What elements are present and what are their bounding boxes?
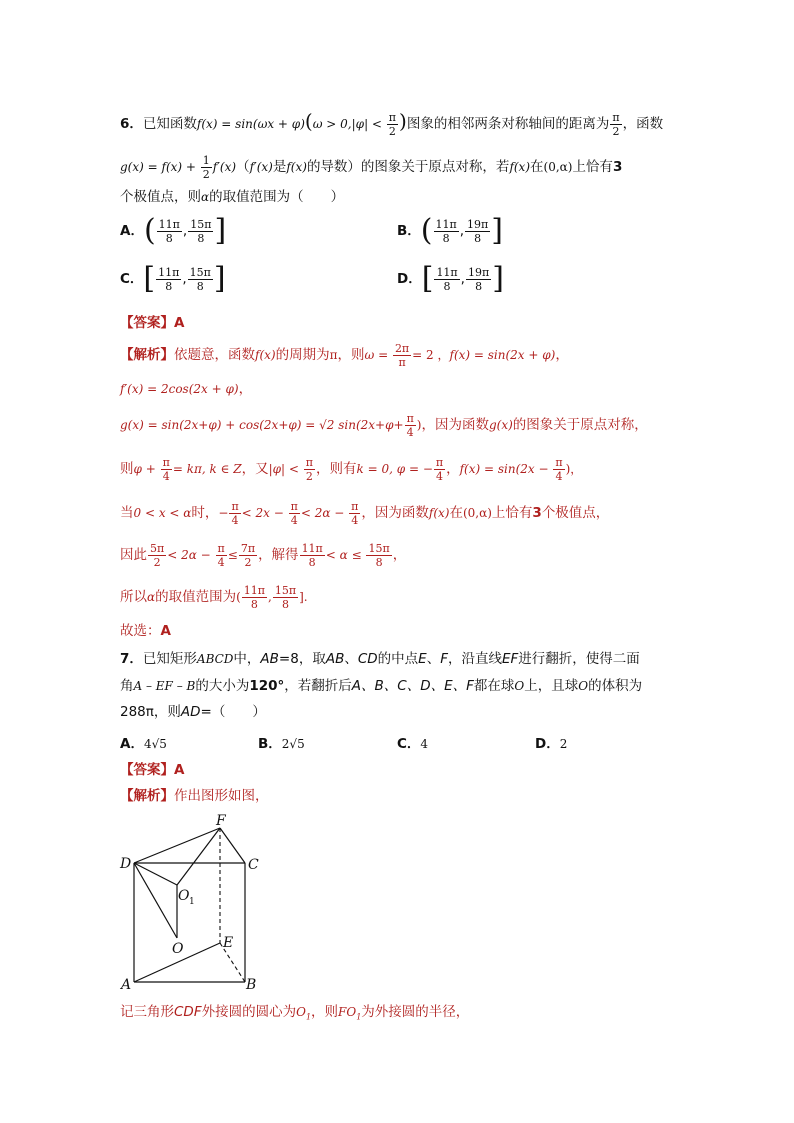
q6-text: 已知函数 [142, 116, 197, 132]
q6-a3-tail: ，因为函数 [421, 417, 489, 433]
q6-a3-tail2: 的图象关于原点对称， [512, 417, 648, 433]
q6-option-c-n2: 15π [189, 265, 211, 279]
fig-line-fc [220, 828, 245, 863]
q6-a6-comma: ， [392, 547, 407, 563]
q7-l2-f: 的体积为 [588, 678, 643, 694]
q7-l2-d: 都在球 [473, 678, 515, 694]
q7-figure [118, 812, 278, 992]
q6-option-d-open: [ [421, 261, 434, 296]
q7-l1-f-pt: F [440, 651, 448, 667]
q6-option-b-label: B． [397, 223, 421, 239]
q7-l1-ef: EF [501, 651, 519, 667]
fig-label-f: F [216, 813, 226, 829]
q6-analysis-7 [120, 582, 308, 612]
q6-a4-f4: $\frac{\pi}{4}$ [555, 455, 563, 483]
q6-option-c-d2: 8 [196, 279, 204, 293]
q6-option-b-n2: 19π [467, 217, 489, 231]
q6-a5-e2: − [218, 506, 229, 520]
q7-l1-sep: 、 [426, 651, 441, 667]
q6-a6-f2: $\frac{\pi}{4}$ [217, 541, 225, 569]
q6-option-a-open: ( [143, 213, 156, 248]
q7-line-2 [120, 677, 642, 695]
q6-option-b-d1: 8 [442, 231, 450, 245]
q6-a6-f4: $\frac{11\pi}{8}$ [301, 541, 323, 569]
q6-a1-pi: π [329, 348, 338, 362]
q6-option-b-f1 [434, 218, 459, 245]
q6-a4-comma: ， [446, 461, 460, 477]
q6-a5-count: 3 [532, 505, 542, 521]
q6-a6-e3: < α ≤ [325, 548, 366, 562]
q6-a1-a: 依题意，函数 [174, 347, 255, 363]
q6-analysis-6 [120, 540, 406, 570]
q6-a4-e3: |φ| < [268, 462, 303, 476]
q7-option-c[interactable] [397, 732, 428, 752]
q6-a4-c: ，则有 [316, 461, 357, 477]
fig-label-c: C [248, 857, 259, 873]
q6-option-b-close: ] [491, 213, 503, 248]
q6-analysis-2 [120, 380, 252, 398]
q6-option-a-f1 [157, 218, 182, 245]
q6-a7-comma: , [268, 590, 272, 604]
q7-l3-a: 288π，则 [120, 704, 181, 720]
q6-option-a-label: A． [120, 223, 144, 239]
q6-a1-frac: $\frac{2\pi}{\pi}$ [394, 341, 410, 369]
q6-l2-b: 是 [272, 159, 287, 175]
q6-a4-f3: $\frac{\pi}{4}$ [435, 455, 444, 483]
q7-last-c: ，则 [311, 1004, 339, 1020]
q6-option-c-open: [ [143, 261, 156, 296]
q6-a5-d: 在 [449, 505, 463, 521]
q7-l1-d: 的中点 [377, 651, 419, 667]
q6-a7-close: ]. [299, 590, 308, 604]
q6-option-b-d2: 8 [474, 231, 482, 245]
q6-option-c-n1: 11π [158, 265, 180, 279]
q6-a6-e1: < 2α − [167, 548, 215, 562]
q6-a7-alpha: α [147, 590, 156, 604]
q6-option-d-close: ] [492, 261, 504, 296]
q6-a6-a: 因此 [120, 547, 147, 563]
q6-option-c-close: ] [213, 261, 226, 296]
q7-last-o1: $O_1$ [296, 1005, 312, 1022]
q7-line-3 [120, 703, 266, 721]
q7-l1-b: 中， [233, 651, 261, 667]
q6-option-a-n2: 15π [190, 217, 212, 231]
q7-l2-angle: A – EF – B [133, 679, 196, 693]
q6-option-b-open: ( [420, 213, 433, 248]
q6-condition-text: ω > 0,|φ| < [312, 117, 386, 131]
q6-line-2 [120, 152, 622, 182]
q6-line-3 [120, 188, 344, 206]
q6-a1-b: 的周期为 [275, 347, 330, 363]
q6-a1-eq: = 2 ， [412, 348, 450, 362]
q6-choice-value: A [160, 623, 171, 639]
q6-option-d-f2 [466, 266, 491, 293]
q6-a5-f2: $\frac{\pi}{4}$ [290, 499, 298, 527]
q6-fprime: f′(x) [212, 160, 237, 174]
q6-l2-count: 3 [612, 159, 623, 175]
q6-half-frac: $\frac{1}{2}$ [202, 153, 210, 181]
q6-a6-b: ，解得 [258, 547, 299, 563]
q6-func-expr: f(x) = sin(ωx + φ) [196, 117, 305, 131]
q7-l1-e-pt: E [418, 651, 427, 667]
q7-l1-e: ，沿直线 [447, 651, 502, 667]
q7-last-fo1: $FO_1$ [338, 1005, 362, 1022]
q7-option-a-value: 4√5 [143, 737, 167, 751]
q6-l2-a: （ [236, 159, 250, 175]
q7-l2-b: 的大小为 [195, 678, 250, 694]
q7-last-d: 为外接圆的半径， [361, 1004, 470, 1020]
q6-a3-gx: g(x) [488, 418, 513, 432]
q6-option-b-f2 [465, 218, 490, 245]
q6-option-d-n1: 11π [436, 265, 458, 279]
q7-answer-value: A [174, 762, 185, 778]
q6-option-b[interactable]: B．( $\frac{11\pi}{8}$ , $\frac{19\pi}{8}$ ] [397, 213, 503, 248]
q6-a6-f1: $\frac{5\pi}{2}$ [150, 541, 165, 569]
q6-a7-a: 所以 [120, 589, 147, 605]
q7-l2-e: 上，且球 [524, 678, 579, 694]
q7-l1-cd: CD [357, 651, 378, 667]
q7-option-b-value: 2√5 [281, 737, 305, 751]
q6-a5-e1: 0 < x < α [133, 506, 192, 520]
q6-l2-d: 在 [530, 159, 544, 175]
q6-option-d[interactable]: D．[ $\frac{11\pi}{8}$ , $\frac{19\pi}{8}$ ] [397, 261, 504, 296]
q6-analysis-5 [120, 498, 609, 528]
q6-a4-f1: $\frac{\pi}{4}$ [162, 455, 170, 483]
q6-option-c-f1 [156, 266, 181, 293]
fig-label-b: B [246, 977, 257, 992]
q7-l1-c: 、 [344, 651, 358, 667]
q6-option-a-close: ] [214, 213, 227, 248]
q6-period-frac: $\frac{\pi}{2}$ [612, 110, 620, 138]
q6-a1-omega: ω = [364, 348, 392, 362]
q7-l2-c: ，若翻折后 [284, 678, 352, 694]
q6-analysis-4 [120, 454, 582, 484]
q6-a5-f3: $\frac{\pi}{4}$ [351, 499, 359, 527]
q6-g-expr: g(x) = f(x) + [120, 160, 200, 174]
q7-option-b-label: B． [258, 736, 282, 752]
q7-l2-pts: A、B、C、D、E、F [351, 678, 474, 694]
q6-a7-open: ( [236, 590, 241, 604]
q7-last-b: 外接圆的圆心为 [201, 1004, 297, 1020]
q7-l2-a: 角 [120, 678, 134, 694]
q6-number: 6． [120, 116, 143, 132]
q6-option-c-f2 [188, 266, 213, 293]
q6-option-d-d2: 8 [475, 279, 483, 293]
q7-option-d[interactable] [535, 732, 567, 752]
q6-text-b: 图象的相邻两条对称轴间的距离为 [406, 116, 610, 132]
q7-l3-b: =（ ） [200, 704, 266, 720]
q6-a4-b: ，又 [241, 461, 269, 477]
q6-alpha: α [201, 190, 210, 204]
q6-a2-comma: ， [238, 381, 253, 397]
q6-option-a[interactable]: A．( $\frac{11\pi}{8}$ , $\frac{15\pi}{8}$ ] [120, 213, 227, 248]
q6-option-d-d1: 8 [443, 279, 451, 293]
q6-answer-label: 【答案】 [120, 315, 174, 331]
q6-option-c-d1: 8 [165, 279, 173, 293]
q7-l3-ad: AD [180, 704, 201, 720]
q6-option-b-n1: 11π [435, 217, 457, 231]
q6-answer-value: A [174, 315, 185, 331]
q6-a5-e3: < 2x − [241, 506, 288, 520]
q6-a5-e: 上恰有 [491, 505, 533, 521]
q7-option-d-label: D． [535, 736, 560, 752]
q6-a3-close: ) [416, 418, 422, 432]
q6-option-a-d2: 8 [197, 231, 205, 245]
q6-l3: 个极值点，则 [120, 189, 201, 205]
q6-option-a-f2 [188, 218, 213, 245]
q6-option-d-label: D． [397, 271, 422, 287]
q6-fx2: f(x) [509, 160, 531, 174]
q6-a4-e4: k = 0, φ = − [356, 462, 433, 476]
q6-line-1 [120, 106, 663, 136]
q7-l1-ab2: AB [325, 651, 345, 667]
q7-l2-o1: O [514, 679, 525, 693]
q6-a5-e4: < 2α − [300, 506, 349, 520]
q6-a6-f3: $\frac{7\pi}{2}$ [240, 541, 256, 569]
q7-option-b[interactable] [258, 732, 305, 752]
q6-l2-e: 上恰有 [572, 159, 613, 175]
q7-answer-label: 【答案】 [120, 762, 174, 778]
q7-l2-o2: O [578, 679, 589, 693]
q7-analysis-text: 作出图形如图， [174, 788, 269, 804]
q6-a5-b: 时， [191, 505, 219, 521]
q6-a4-e1: φ + [133, 462, 160, 476]
q7-last-a: 记三角形 [120, 1004, 174, 1020]
q6-option-a-n1: 11π [158, 217, 180, 231]
q6-a2-expr: f′(x) = 2cos(2x + φ) [120, 382, 239, 396]
q6-a4-f2: $\frac{\pi}{2}$ [305, 455, 314, 483]
q6-a1-fx: f(x) [255, 348, 276, 362]
q6-a4-a: 则 [120, 461, 134, 477]
q7-analysis-1 [120, 787, 269, 805]
q6-cond-frac: $\frac{\pi}{2}$ [388, 110, 397, 138]
q6-a3-expr: g(x) = sin(2x+φ) + cos(2x+φ) = √2 sin(2x+φ+ [120, 418, 404, 432]
fig-label-a: A [121, 977, 132, 992]
q6-fx: f(x) [286, 160, 307, 174]
q6-choice [120, 622, 171, 640]
q6-a5-int: (0,α) [462, 506, 492, 520]
q6-a5-fx: f(x) [428, 506, 450, 520]
q6-a1-comma: ， [555, 347, 569, 363]
q7-option-a[interactable] [120, 732, 167, 752]
q6-l3-b: 的取值范围为（ ） [209, 189, 345, 205]
q7-analysis-2 [120, 1003, 469, 1026]
q7-l1-a: 已知矩形 [142, 651, 197, 667]
q7-option-c-label: C． [397, 736, 421, 752]
q7-l1-ab: AB [260, 651, 279, 667]
q6-answer [120, 314, 184, 332]
q6-a5-a: 当 [120, 505, 134, 521]
q7-last-cdf: CDF [174, 1004, 202, 1020]
q7-number: 7． [120, 651, 143, 667]
q6-l2-c: 的导数）的图象关于原点对称，若 [306, 159, 510, 175]
q6-a4-e5: f(x) = sin(2x − [459, 462, 553, 476]
q6-a4-e6: )， [565, 462, 583, 476]
q7-line-1 [120, 650, 640, 668]
q7-option-d-value: 2 [559, 737, 568, 751]
fig-label-o1-sub: 1 [189, 897, 195, 907]
q6-a6-f5: $\frac{15\pi}{8}$ [368, 541, 390, 569]
q6-condition: ( [304, 109, 313, 133]
q6-a3-frac: $\frac{\pi}{4}$ [406, 411, 414, 439]
q6-fprime2: f′(x) [249, 160, 273, 174]
q7-l1-f: 进行翻折，使得二面 [518, 651, 640, 667]
q6-a5-f: 个极值点， [541, 505, 610, 521]
q7-analysis-label: 【解析】 [120, 788, 174, 804]
q7-answer [120, 761, 184, 779]
fig-label-o: O [172, 941, 184, 957]
q6-a5-f1: $\frac{\pi}{4}$ [231, 499, 239, 527]
q6-a7-f2: $\frac{15\pi}{8}$ [274, 583, 297, 611]
q6-interval: (0,α) [543, 160, 573, 174]
fig-label-e: E [223, 935, 234, 951]
q7-option-c-value: 4 [420, 737, 429, 751]
q6-analysis-1 [120, 340, 569, 370]
q6-choice-label: 故选： [120, 623, 161, 639]
q6-a5-c: ，因为函数 [361, 505, 429, 521]
fig-label-o1: O [178, 888, 190, 904]
q6-analysis-label: 【解析】 [120, 347, 174, 363]
q6-option-c-label: C． [120, 271, 144, 287]
q7-l2-deg: 120° [249, 678, 285, 694]
q7-l1-eq: =8，取 [278, 651, 326, 667]
q6-option-a-d1: 8 [165, 231, 173, 245]
q6-text-c: ，函数 [622, 116, 664, 132]
fig-label-d: D [120, 856, 132, 872]
q6-a1-fexpr: f(x) = sin(2x + φ) [449, 348, 556, 362]
q6-a1-c: ，则 [337, 347, 365, 363]
q6-analysis-3 [120, 410, 648, 440]
q6-option-d-f1 [434, 266, 459, 293]
q6-a7-b: 的取值范围为 [155, 589, 237, 605]
q7-option-a-label: A． [120, 736, 144, 752]
q6-option-d-n2: 19π [467, 265, 490, 279]
q7-l1-rect: ABCD [196, 652, 234, 666]
q6-option-c[interactable]: C．[ $\frac{11\pi}{8}$ , $\frac{15\pi}{8}$ ] [120, 261, 226, 296]
q6-condition-close: ) [399, 109, 407, 133]
q6-a6-e2: ≤ [227, 548, 238, 562]
q6-a7-f1: $\frac{11\pi}{8}$ [243, 583, 266, 611]
q6-a4-e2: = kπ, k ∈ Z [172, 462, 242, 476]
